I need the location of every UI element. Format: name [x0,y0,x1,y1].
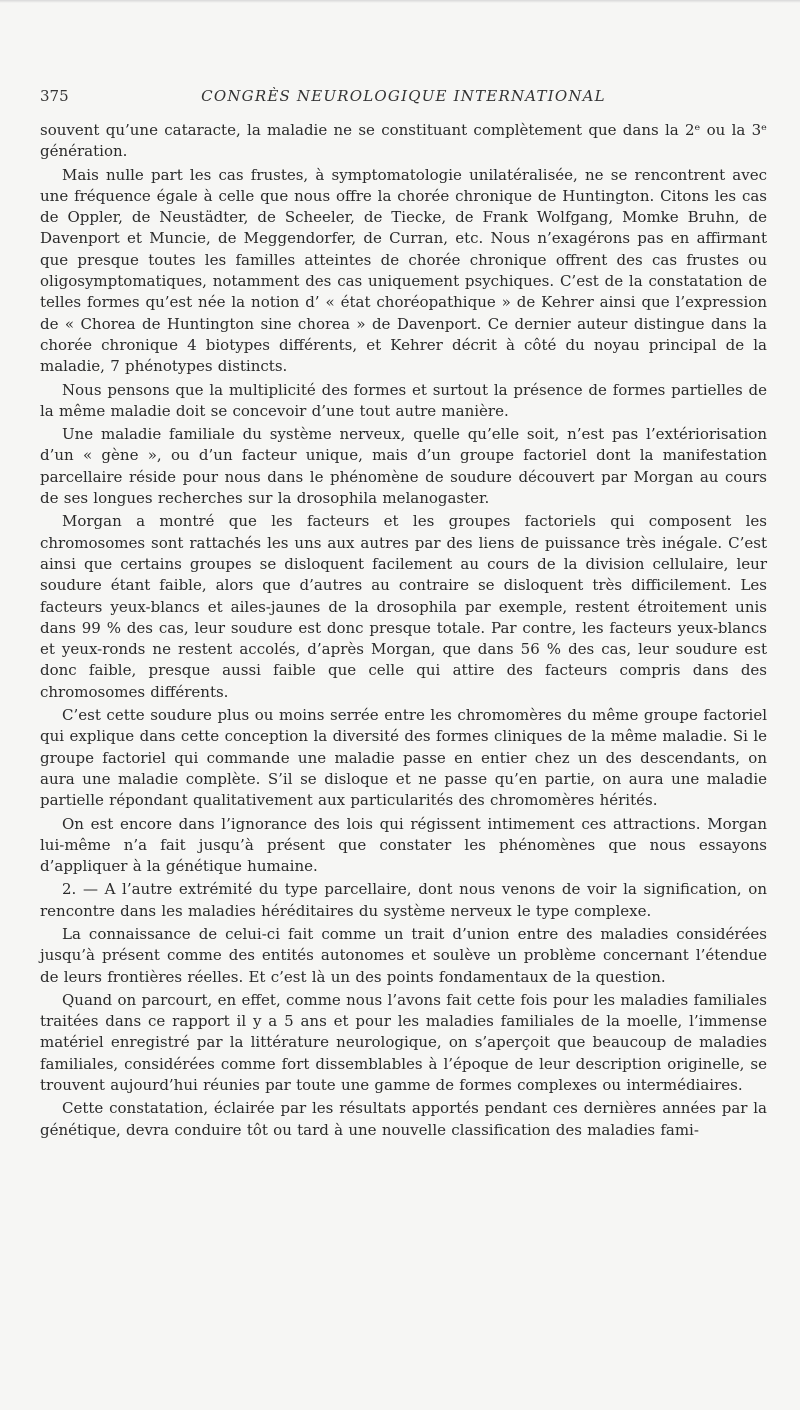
paragraph-morgan: Morgan a montré que les facteurs et les groupes factoriels qui composent les chromosomes sont rattachés les uns aux autres par des liens de puissance très inégale. C’est ainsi que certains groupes se disloquent facilement au cours de la division cellulaire, leur soudure étant faible, alors que d’autres au contraire se disloquent très difficilement. Les facteurs yeux-blancs et ailes-jaunes de la drosophila par exemple, restent étroitement unis dans 99 % des cas, leur soudure est donc presque totale. Par contre, les facteurs yeux-blancs et yeux-ronds ne restent accolés, d’après Morgan, que dans 56 % des cas, leur soudure est donc faible, presque aussi faible que celle qui attire des facteurs compris dans des chromosomes différents. [40,512,767,701]
paragraph-constatation: Cette constatation, éclairée par les résultats apportés pendant ces dernières années par la génétique, devra conduire tôt ou tard à une nouvelle classification des maladies fami- [40,1099,767,1139]
page-top-edge [0,0,800,3]
paragraph-continuation: souvent qu’une cataracte, la maladie ne se constituant complètement que dans la 2ᵉ ou la 3ᵉ génération. [40,121,767,161]
paragraph-factorial-group: Une maladie familiale du système nerveux, quelle qu’elle soit, n’est pas l’extériorisation d’un « gène », ou d’un facteur unique, mais d’un groupe factoriel dont la manifestation parcellaire réside pour nous dans le phénomène de soudure découvert par Morgan au cours de ses longues recherches sur la drosophila melanogaster. [40,425,767,508]
page-header [40,86,767,110]
paragraph-huntington-cases: Mais nulle part les cas frustes, à symptomatologie unilatéralisée, ne se rencontrent avec une fréquence égale à celle que nous offre la chorée chronique de Huntington. Citons les cas de Oppler, de Neustädter, de Scheeler, de Tiecke, de Frank Wolfgang, Momke Bruhn, de Davenport et Muncie, de Meggendorfer, de Curran, etc. Nous n’exagérons pas en affirmant que presque toutes les familles atteintes de chorée chronique offrent des cas frustes ou oligosymptomatiques, notamment des cas uniquement psychiques. C’est de la constatation de telles formes qu’est née la notion d’ « état choréopathique » de Kehrer ainsi que l’expression de « Chorea de Huntington sine chorea » de Davenport. Ce dernier auteur distingue dans la chorée chronique 4 biotypes différents, et Kehrer décrit à côté du noyau principal de la maladie, 7 phénotypes distincts. [40,165,767,376]
paragraph-parcours: Quand on parcourt, en effet, comme nous l’avons fait cette fois pour les maladies familiales traitées dans ce rapport il y a 5 ans et pour les maladies familiales de la moelle, l’immense matériel enregistré par la littérature neurologique, on s’aperçoit que beaucoup de maladies familiales, considérées comme fort dissemblables à l’époque de leur description originelle, se trouvent aujourd’hui réunies par toute une gamme de formes complexes ou intermédiaires. [40,990,767,1095]
body-text [40,120,767,1141]
page-number: 375 [40,87,69,105]
paragraph-multiplicity: Nous pensons que la multiplicité des formes et surtout la présence de formes partielles de la même maladie doit se concevoir d’une tout autre manière. [40,380,767,420]
paragraph-soudure: C’est cette soudure plus ou moins serrée entre les chromomères du même groupe factoriel qui explique dans cette conception la diversité des formes cliniques de la même maladie. Si le groupe factoriel qui commande une maladie passe en entier chez un des descendants, on aura une maladie complète. S’il se disloque et ne passe qu’en partie, on aura une maladie partielle répondant qualitativement aux particularités des chromomères hérités. [40,706,767,810]
book-page [40,86,767,1141]
paragraph-connaissance: La connaissance de celui-ci fait comme un trait d’union entre des maladies considérées jusqu’à présent comme des entités autonomes et soulève un problème concernant l’étendue de leurs frontières réelles. Et c’est là un des points fondamentaux de la question. [40,924,767,986]
paragraph-type-complexe: 2. — A l’autre extrémité du type parcellaire, dont nous venons de voir la signification, on rencontre dans les maladies héréditaires du système nerveux le type complexe. [40,880,767,920]
running-title: CONGRÈS NEUROLOGIQUE INTERNATIONAL [201,87,606,105]
paragraph-ignorance: On est encore dans l’ignorance des lois qui régissent intimement ces attractions. Morgan lui-même n’a fait jusqu’à présent que constater les phénomènes que nous essayons d’appliquer à la génétique humaine. [40,814,767,876]
